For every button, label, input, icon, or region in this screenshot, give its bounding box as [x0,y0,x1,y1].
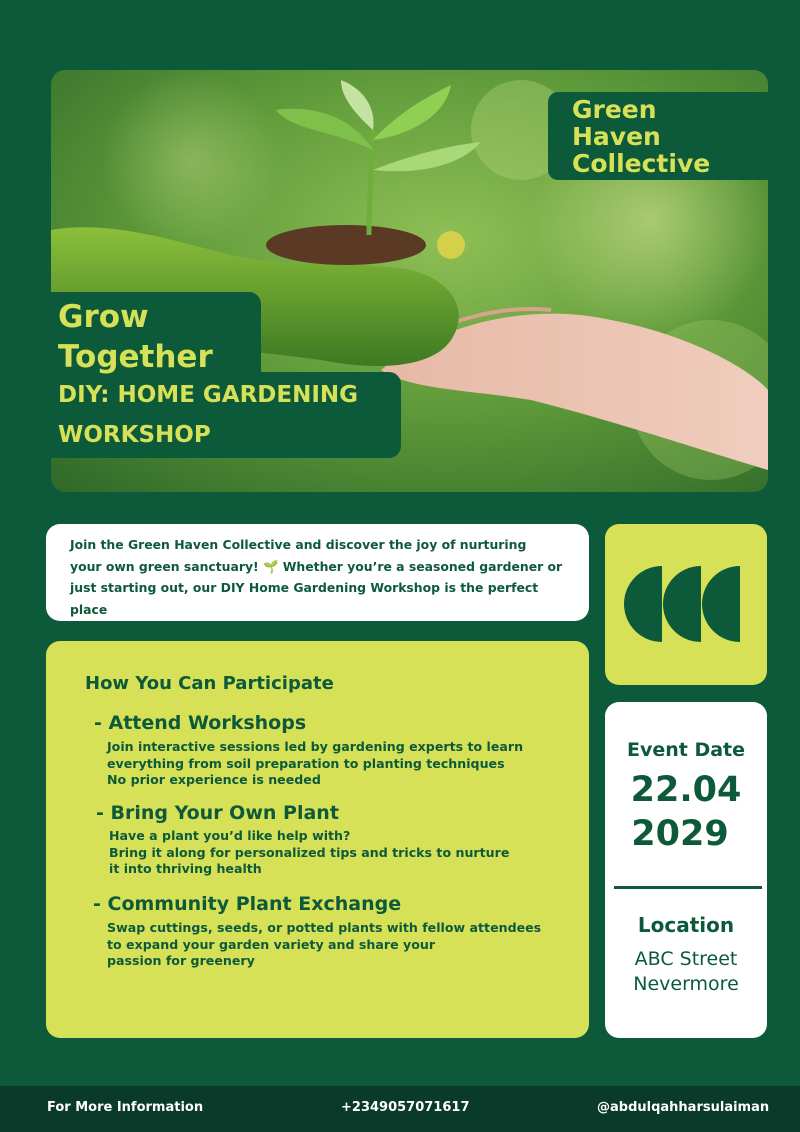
intro-line: just starting out, our DIY Home Gardening Workshop is the perfect place [70,580,539,617]
footer-handle[interactable]: @abdulqahharsulaiman [597,1100,770,1115]
event-date-label: Event Date [626,739,746,761]
event-card [605,702,767,1038]
event-date-year: 2029 [631,814,729,854]
item-desc-line: No prior experience is needed [107,772,321,787]
event-divider [614,886,762,889]
item-title-exchange: - Community Plant Exchange [93,893,402,915]
footer-info: For More Information [47,1100,204,1115]
item-desc-line: Have a plant you’d like help with? [109,828,351,843]
ghc-semicircles-logo-icon [605,524,767,685]
brand-name-box [548,92,768,180]
logo-card [605,524,767,685]
item-desc-line: to expand your garden variety and share your [107,936,436,952]
intro-line: to connect, learn, and grow together [70,623,329,638]
hero-title-line: Together [58,339,213,375]
event-date-day-month: 22.04 [630,770,742,810]
footer-bar [0,1086,800,1132]
item-desc-line: Bring it along for personalized tips and tricks to nurture [109,844,510,860]
brand-line: Collective [572,149,711,178]
location-label: Location [637,913,735,937]
brand-line: Haven [572,122,661,151]
item-desc-line: everything from soil preparation to planting techniques [107,755,505,771]
item-desc-attend [107,739,523,789]
intro-line: your own green sanctuary! 🌱 Whether you’re a seasoned gardener or [70,558,563,574]
item-desc-exchange [107,920,541,970]
item-desc-bring [109,828,509,878]
item-title-attend: - Attend Workshops [94,712,307,734]
item-desc-line: passion for greenery [107,953,255,968]
brand-line: Green [572,95,657,124]
hero-subtitle-line: WORKSHOP [58,422,211,448]
hero-title-line: Grow [58,299,149,335]
item-title-bring: - Bring Your Own Plant [96,802,339,824]
intro-card [46,524,589,638]
location-line: Nevermore [633,973,739,995]
item-desc-line: Join interactive sessions led by gardening experts to learn [107,739,524,754]
location-line: ABC Street [634,948,738,970]
footer-phone[interactable]: +2349057071617 [341,1100,470,1115]
hero-subtitle-line: DIY: HOME GARDENING [58,382,359,408]
intro-line: Join the Green Haven Collective and discover the joy of nurturing [70,537,527,552]
participate-heading: How You Can Participate [85,673,334,694]
item-desc-line: Swap cuttings, seeds, or potted plants with fellow attendees [107,920,542,935]
participate-card [46,641,589,1038]
item-desc-line: it into thriving health [109,861,262,876]
